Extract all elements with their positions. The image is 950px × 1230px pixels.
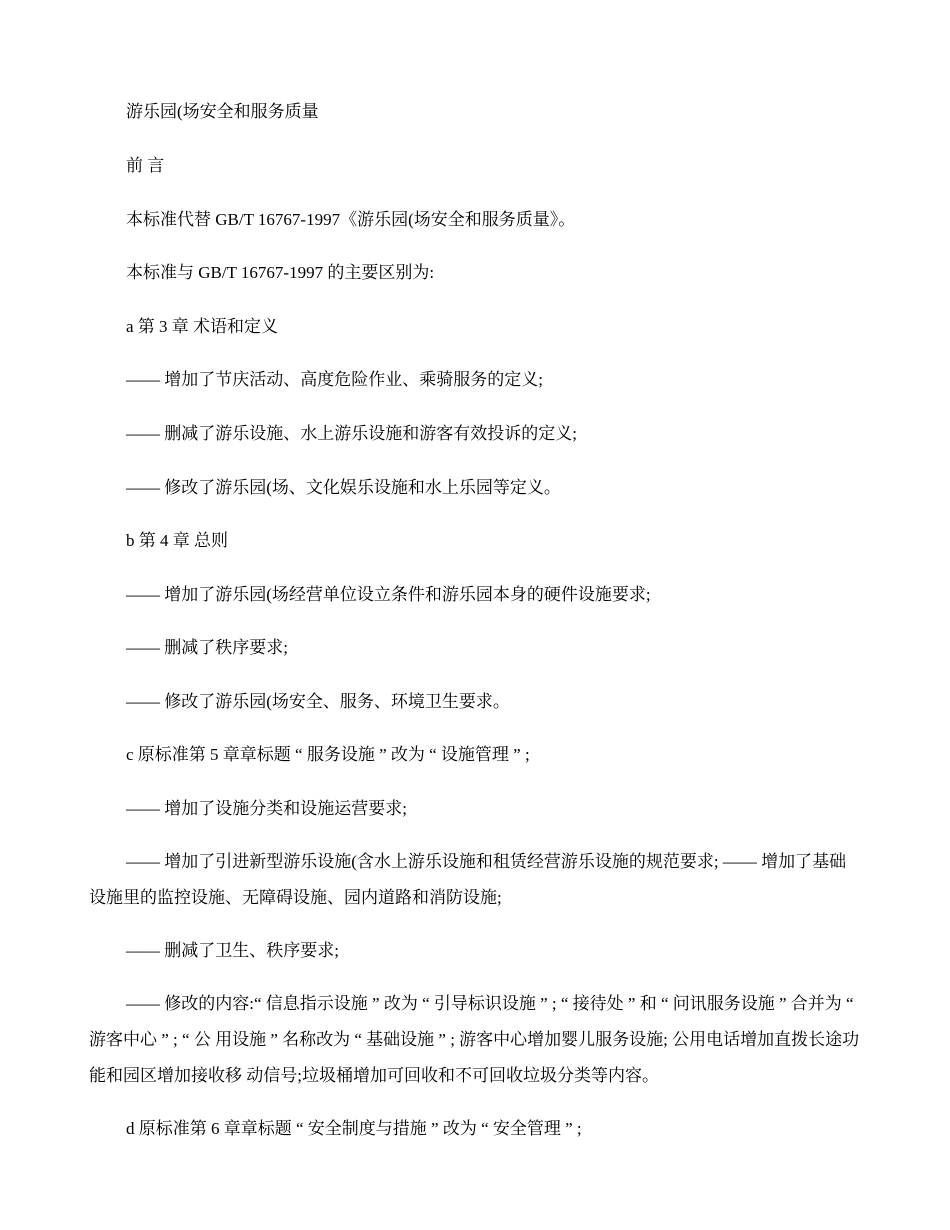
list-item: —— 增加了引进新型游乐设施(含水上游乐设施和租赁经营游乐设施的规范要求; —— 增加了基础设施里的监控设施、无障碍设施、园内道路和消防设施; xyxy=(89,852,847,907)
paragraph: 本标准代替 GB/T 16767-1997《游乐园(场安全和服务质量》。 xyxy=(126,210,576,229)
list-item: —— 增加了设施分类和设施运营要求; xyxy=(126,799,407,818)
list-item: —— 修改了游乐园(场安全、服务、环境卫生要求。 xyxy=(126,692,510,711)
list-item-heading: a 第 3 章 术语和定义 xyxy=(126,317,279,336)
list-item-heading: d 原标准第 6 章章标题 “ 安全制度与措施 ” 改为 “ 安全管理 ” ; xyxy=(126,1119,582,1138)
list-item: —— 修改了游乐园(场、文化娱乐设施和水上乐园等定义。 xyxy=(126,478,561,497)
list-item: —— 修改的内容:“ 信息指示设施 ” 改为 “ 引导标识设施 ” ; “ 接待处 ” 和 “ 问讯服务设施 ” 合并为 “ 游客中心 ” ; “ 公 用设施 ” 名称改为 “ 基础设施 ” ; 游客中心增加婴儿服务设施; 公用电话增加直拨长途功能和园区增加接收移 动信号;垃圾桶增加可回收和不可回收垃圾分类等内容。 xyxy=(89,994,860,1085)
list-item: —— 删减了游乐设施、水上游乐设施和游客有效投诉的定义; xyxy=(126,424,577,443)
list-item: —— 增加了节庆活动、高度危险作业、乘骑服务的定义; xyxy=(126,370,543,389)
list-item-heading: c 原标准第 5 章章标题 “ 服务设施 ” 改为 “ 设施管理 ” ; xyxy=(126,745,530,764)
list-item: —— 增加了游乐园(场经营单位设立条件和游乐园本身的硬件设施要求; xyxy=(126,585,651,604)
list-item: —— 删减了卫生、秩序要求; xyxy=(126,941,339,960)
section-heading-foreword: 前 言 xyxy=(126,156,165,175)
paragraph: 本标准与 GB/T 16767-1997 的主要区别为: xyxy=(126,263,435,282)
document-title: 游乐园(场安全和服务质量 xyxy=(126,102,319,121)
list-item: —— 删减了秩序要求; xyxy=(126,638,288,657)
list-item-heading: b 第 4 章 总则 xyxy=(126,531,228,550)
